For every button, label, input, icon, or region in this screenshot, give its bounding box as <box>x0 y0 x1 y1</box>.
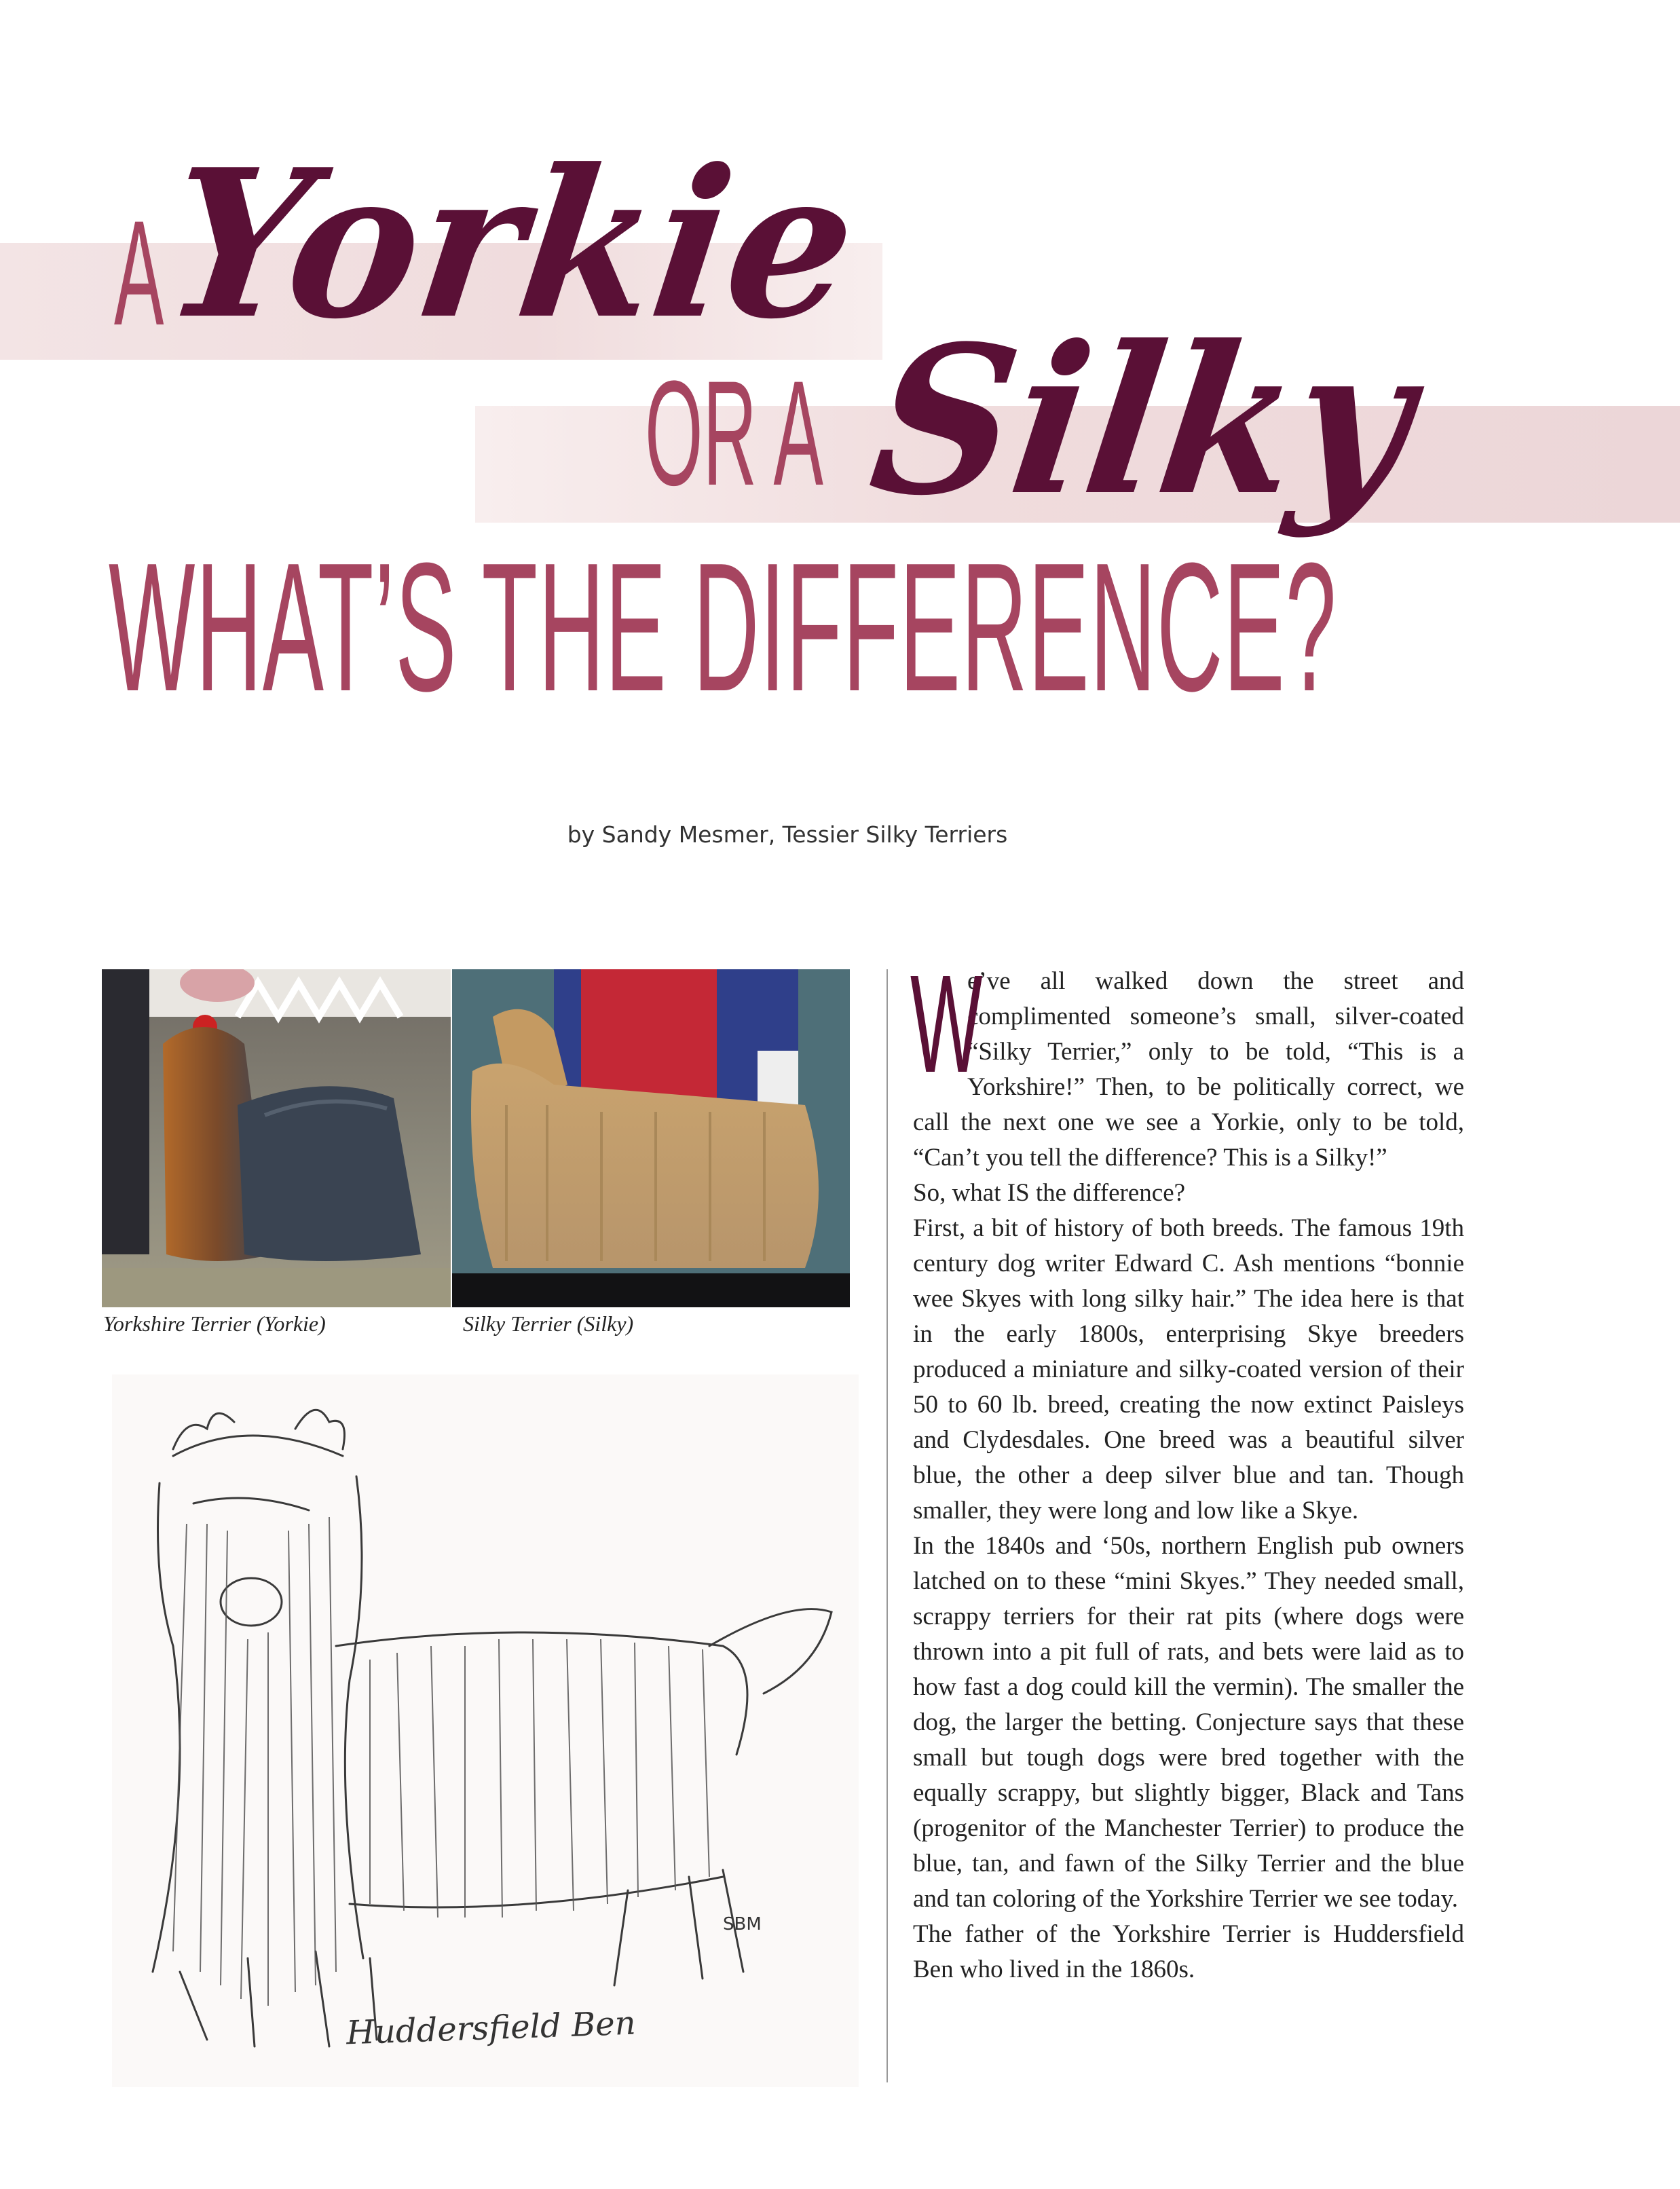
article-paragraph: In the 1840s and ‘50s, northern English pub owners latched on to these “mini Skyes.” They needed small, scrappy terriers for their rat pits (where dogs were thrown into a pit full of rats, and bets were laid as to how fast a dog could kill the vermin). The smaller the dog, the larger the betting. Conjecture says that these small but tough dogs were bred together with the equally scrappy, but slightly bigger, Black and Tans (progenitor of the Manchester Terrier) to produce the blue, tan, and fawn of the Silky Terrier and the blue and tan coloring of the Yorkshire Terrier we see today. <box>913 1532 1464 1913</box>
byline: by Sandy Mesmer, Tessier Silky Terriers <box>567 821 1008 848</box>
silky-photo <box>452 969 850 1307</box>
yorkie-caption: Yorkshire Terrier (Yorkie) <box>103 1311 326 1336</box>
title-block <box>0 0 1680 747</box>
title-or-a: OR A <box>645 350 823 517</box>
article-paragraph: The father of the Yorkshire Terrier is Huddersfield Ben who lived in the 1860s. <box>913 1920 1464 1983</box>
article-paragraph <box>910 946 1464 1176</box>
title-whats-the-difference: WHAT’S THE DIFFERENCE? <box>109 525 1337 730</box>
drawing-signature: Huddersfield Ben <box>346 2004 637 2053</box>
drop-cap: W <box>910 946 983 1102</box>
silky-caption: Silky Terrier (Silky) <box>463 1311 634 1336</box>
article-paragraph: First, a bit of history of both breeds. The famous 19th century dog writer Edward C. Ash mentions “bonnie wee Skyes with long silky hair.” The idea here is that in the early 1800s, enterprising Skye breeders produced a miniature and silky-coated version of their 50 to 60 lb. breed, creating the now extinct Paisleys and Clydesdales. One breed was a beautiful silver blue, the other a deep silver blue and tan. Though smaller, they were long and low like a Skye. <box>913 1214 1464 1524</box>
huddersfield-ben-drawing <box>112 1374 859 2087</box>
article-body <box>910 946 1464 1987</box>
drawing-initials: SBM <box>723 1914 762 1934</box>
title-a: A <box>114 189 164 356</box>
title-yorkie-script: Yorkie <box>153 124 869 364</box>
paragraph-text: e’ve all walked down the street and complimented someone’s small, silver-coated “Silky Terrier,” only to be told, “This is a Yorkshire!” Then, to be politically correct, we call the next one we see a Yorkie, only to be told, “Can’t you tell the difference? This is a Silky!” <box>913 967 1464 1172</box>
article-paragraph: So, what IS the difference? <box>913 1179 1186 1207</box>
yorkie-photo <box>102 969 451 1307</box>
title-silky-script: Silky <box>859 301 1425 540</box>
column-divider <box>886 969 888 2082</box>
